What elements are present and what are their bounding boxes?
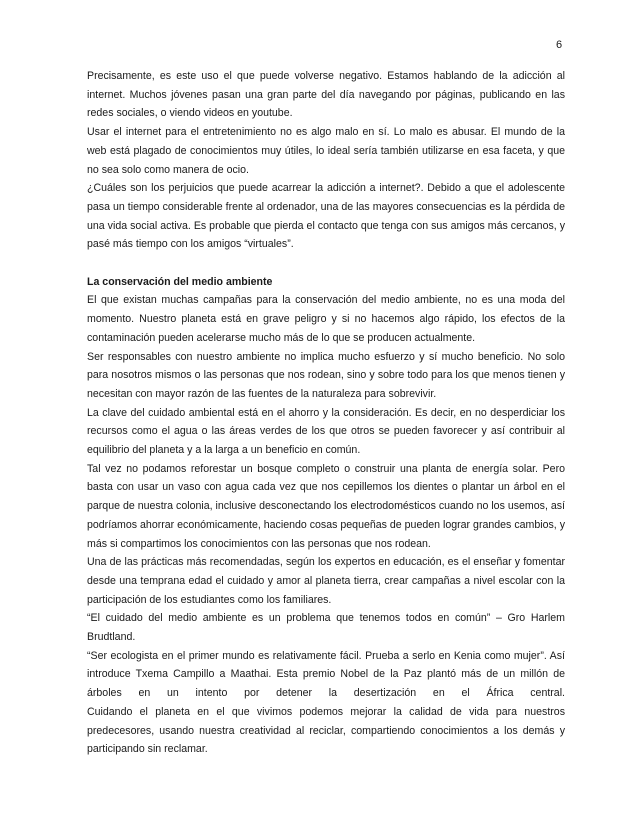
intro-paragraph-3: ¿Cuáles son los perjuicios que puede acarrear la adicción a internet?. Debido a que el adolescente pasa un tiempo considerable frente al ordenador, una de las mayores consecuencias es la pérdida de una vida social activa. Es probable que pierda el contacto que tenga con sus amigos más cercanos, y pasé más tiempo con los amigos “virtuales”.: [87, 182, 565, 251]
closing-paragraph: Cuidando el planeta en el que vivimos podemos mejorar la calidad de vida para nuestros predecesores, usando nuestra creatividad al reciclar, compartiendo conocimientos a los demás y participando sin reclamar.: [87, 705, 565, 756]
section-paragraph-3: La clave del cuidado ambiental está en el ahorro y la consideración. Es decir, en no desperdiciar los recursos como el agua o las áreas verdes de los que otros se pueden favorecer y así contribuir al equilibrio del planeta y a la larga a un beneficio en común.: [87, 406, 565, 457]
section-paragraph-4: Tal vez no podamos reforestar un bosque completo o construir una planta de energía solar. Pero basta con usar un vaso con agua cada vez que nos cepillemos los dientes o plantar un árbol en el parque de nuestra colonia, inclusive desconectando los electrodomésticos cuando no los usemos, así podríamos ahorrar económicamente, haciendo cosas pequeñas de pueden lograr grandes cambios, y más si compartimos los conocimientos con las personas que nos rodean.: [87, 462, 565, 550]
intro-paragraph-2: Usar el internet para el entretenimiento no es algo malo en sí. Lo malo es abusar. El mundo de la web está plagado de conocimientos muy útiles, lo ideal sería también utilizarse en esa faceta, y que no sea solo como manera de ocio.: [87, 126, 565, 176]
intro-paragraph-1: Precisamente, es este uso el que puede volverse negativo. Estamos hablando de la adicción al internet. Muchos jóvenes pasan una gran parte del día navegando por páginas, publicando en las redes sociales, o viendo videos en youtube.: [87, 70, 565, 120]
section-paragraph-1: El que existan muchas campañas para la conservación del medio ambiente, no es una moda del momento. Nuestro planeta está en grave peligro y si no hacemos algo rápido, los efectos de la contaminación pueden acelerarse mucho más de lo que se producen actualmente.: [87, 294, 565, 344]
section-heading: La conservación del medio ambiente: [87, 275, 273, 288]
quote-maathai-paragraph: “Ser ecologista en el primer mundo es relativamente fácil. Prueba a serlo en Kenia como mujer”. Así introduce Txema Campillo a Maathai. Esta premio Nobel de la Paz plantó más de un millón de árboles en un intento por detener la desertización en el África central.: [87, 649, 565, 700]
page-number: 6: [556, 39, 563, 51]
quote-brundtland: “El cuidado del medio ambiente es un problema que tenemos todos en común” – Gro Harlem Brudtland.: [87, 612, 565, 644]
section-spacer: [87, 254, 565, 273]
page-content: [87, 67, 565, 759]
section-paragraph-5: Una de las prácticas más recomendadas, según los expertos en educación, es el enseñar y fomentar desde una temprana edad el cuidado y amor al planeta tierra, crear campañas a nivel escolar con la participación de los estudiantes como los familiares.: [87, 556, 565, 606]
section-paragraph-2: Ser responsables con nuestro ambiente no implica mucho esfuerzo y sí mucho beneficio. No solo para nosotros mismos o las personas que nos rodean, sino y sobre todo para los que menos tienen y necesitan con mayor razón de las fuentes de la naturaleza para sobrevivir.: [87, 350, 565, 400]
